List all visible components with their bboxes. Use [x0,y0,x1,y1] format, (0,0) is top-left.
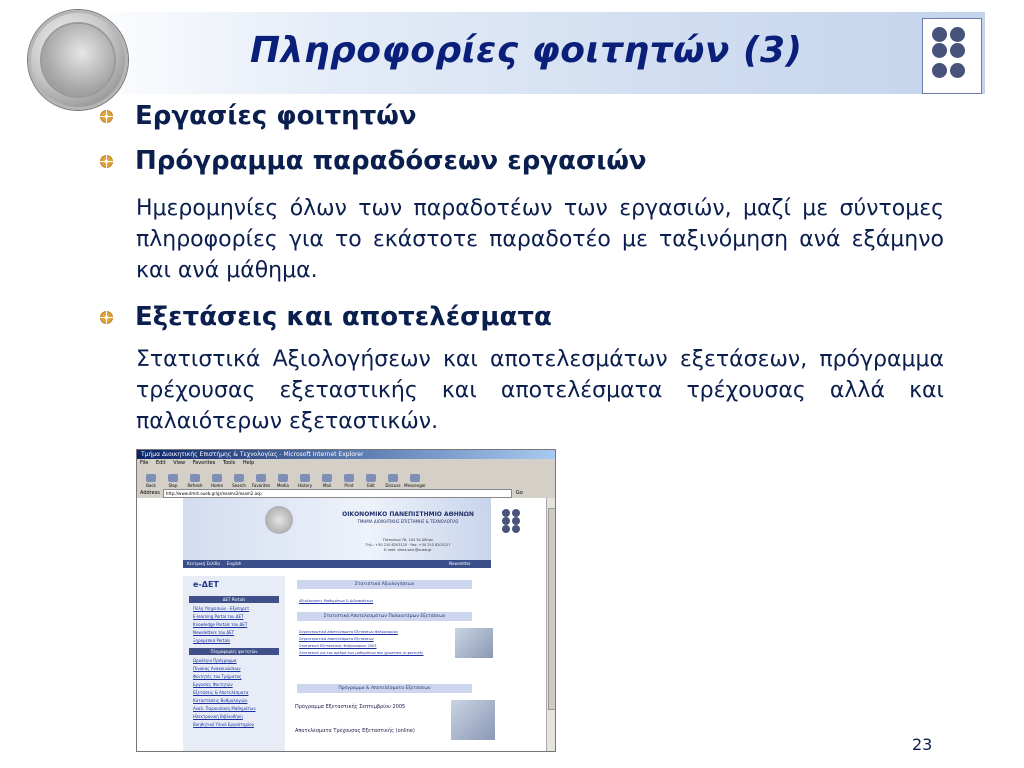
slide-title: Πληροφορίες φοιτητών (3) [250,30,803,71]
bullet-icon [100,110,113,123]
student-link[interactable]: Εργασίες Φοιτητών [193,682,233,687]
address-label: Address [140,490,160,496]
university-header [183,498,491,560]
university-seal-icon [265,506,293,534]
bullet-icon [100,155,113,168]
edet-logo: e-ΔΕΤ [193,580,219,589]
browser-toolbar [137,468,555,488]
nav-english-link[interactable]: English [227,561,242,566]
address-input[interactable]: http://www.dmst.aueb.gr/gr/exams2/exam2.asp [163,489,512,498]
page-number: 23 [912,735,933,754]
menu-help[interactable]: Help [242,460,255,466]
portal-link[interactable]: Newsletters του ΔΕΤ [193,630,235,635]
bullet-description: Ημερομηνίες όλων των παραδοτέων των εργασιών, μαζί με σύντομες πληροφορίες για το εκάστοτε παραδοτέο με ταξινόμηση ανά εξάμηνο και ανά μάθημα. [136,196,944,283]
student-link[interactable]: Φοιτητές του Τμήματος [193,674,242,679]
mail-button[interactable]: Mail [316,474,338,488]
portal-link[interactable]: Ξηρομεσκά Portals [193,638,231,643]
old-results-heading: Στατιστικά Αποτελεσμάτων Παλαιοτέρων Εξετάσεων [297,612,472,621]
menu-edit[interactable]: Edit [155,460,166,466]
bullet-icon [100,311,113,324]
bullet-heading: Εργασίες φοιτητών [135,101,417,131]
results-link[interactable]: Αποτελέσματα Τρέχουσας Εξεταστικής (online) [295,728,415,734]
nav-newsletter-link[interactable]: Newsletter [449,561,471,566]
department-logo-icon [501,508,521,534]
bullet-item [100,302,552,332]
media-button[interactable]: Media [272,474,294,488]
old-results-link[interactable]: Συγκεντρωτικά Αποτελέσματα Εξετάσεων Φεβρουαρίου [299,630,398,634]
browser-scrollbar[interactable] [546,498,555,751]
portal-link[interactable]: E-learning Portal του ΔΕΤ [193,614,244,619]
coin-head-relief [42,24,114,96]
bullet-description: Στατιστικά Αξιολογήσεων και αποτελεσμάτων εξετάσεων, πρόγραμμα τρέχουσας εξεταστικής και αποτελέσματα τρέχουσας αλλά και παλαιότερων εξεταστικών. [136,347,944,434]
bullet-item [100,146,647,176]
menu-favorites[interactable]: Favorites [192,460,216,466]
messenger-button[interactable]: Messenger [404,474,426,488]
bullet-heading: Πρόγραμμα παραδόσεων εργασιών [135,146,647,176]
student-link[interactable]: Εξετάσεις & Αποτελέσματα [193,690,249,695]
search-button[interactable]: Search [228,474,250,488]
address-bar [137,488,555,498]
coin-logo-image [28,10,128,110]
nav-home-link[interactable]: Κεντρική Σελίδα [187,561,220,566]
menu-file[interactable]: File [140,460,149,466]
exam-photo [451,700,495,740]
discuss-button[interactable]: Discuss [382,474,404,488]
menu-view[interactable]: View [173,460,186,466]
department-name: ΤΜΗΜΑ ΔΙΟΙΚΗΤΙΚΗΣ ΕΠΙΣΤΗΜΗΣ & ΤΕΧΝΟΛΟΓΙΑΣ [357,519,459,524]
bullet-heading: Εξετάσεις και αποτελέσματα [135,302,552,332]
site-left-menu [183,576,285,751]
home-button[interactable]: Home [206,474,228,488]
university-name: ΟΙΚΟΝΟΜΙΚΟ ΠΑΝΕΠΙΣΤΗΜΙΟ ΑΘΗΝΩΝ [342,511,474,518]
menu-tools[interactable]: Tools [222,460,236,466]
browser-title-bar: Τμήμα Διοικητικής Επιστήμης & Τεχνολογίας - Microsoft Internet Explorer [137,450,555,459]
print-button[interactable]: Print [338,474,360,488]
student-info-heading: Πληροφορίες φοιτητών [189,648,279,655]
browser-viewport [137,498,547,751]
edit-button[interactable]: Edit [360,474,382,488]
browser-menu-bar [137,459,555,468]
refresh-button[interactable]: Refresh [184,474,206,488]
stats-link[interactable]: Αξιολογήσεις Μαθημάτων & Διδασκόντων [299,599,374,603]
site-nav-bar [183,560,491,568]
bullet-item [100,101,417,131]
stop-button[interactable]: Stop [162,474,184,488]
student-link[interactable]: Ωρολόγιο Πρόγραμμα [193,658,237,663]
program-link[interactable]: Πρόγραμμα Εξεταστικής Σεπτεμβρίου 2005 [295,704,406,710]
student-link[interactable]: Ηλεκτρονική Βιβλιοθήκη [193,714,243,719]
stats-photo [455,628,493,658]
old-results-link[interactable]: Στατιστικά Εξεταστικής Φεβρουαρίου 2003 [299,644,377,648]
portal-link[interactable]: Πύλη Υπηρεσιών - Εξυπηρετ [193,606,250,611]
university-logo [922,18,982,94]
old-results-link[interactable]: Συγκεντρωτικά Αποτελέσματα Εξετάσεων [299,637,374,641]
student-link[interactable]: Βοηθητικό Υλικό Εργαστηρίου [193,722,254,727]
contact-info: Πατησίων 76, 104 34 Αθήνα Τηλ.: +30 210 8203120 · Fax: +30 210 8203127 E-mail: dmst-secr@aueb.gr [365,538,451,552]
student-link[interactable]: Πίνακας Ανακοινώσεων [193,666,241,671]
student-link[interactable]: Αναλ. Παρουσίαση Μαθημάτων [193,706,256,711]
browser-screenshot [136,449,556,752]
go-button[interactable]: Go [515,490,523,496]
back-button[interactable]: Back [140,474,162,488]
stats-heading: Στατιστικά Αξιολογήσεων [297,580,472,589]
history-button[interactable]: History [294,474,316,488]
portals-heading: ΔΕΤ Portals [189,596,279,603]
old-results-link[interactable]: Στατιστικά για τον αριθμό των μαθημάτων που χρωστάνε οι φοιτητές [299,651,424,655]
program-heading: Πρόγραμμα & Αποτελέσματα Εξετάσεων [297,684,472,693]
portal-link[interactable]: Knowledge Portals του ΔΕΤ [193,622,248,627]
student-link[interactable]: Καταστάσεις Βαθμολογιών [193,698,248,703]
favorites-button[interactable]: Favorites [250,474,272,488]
